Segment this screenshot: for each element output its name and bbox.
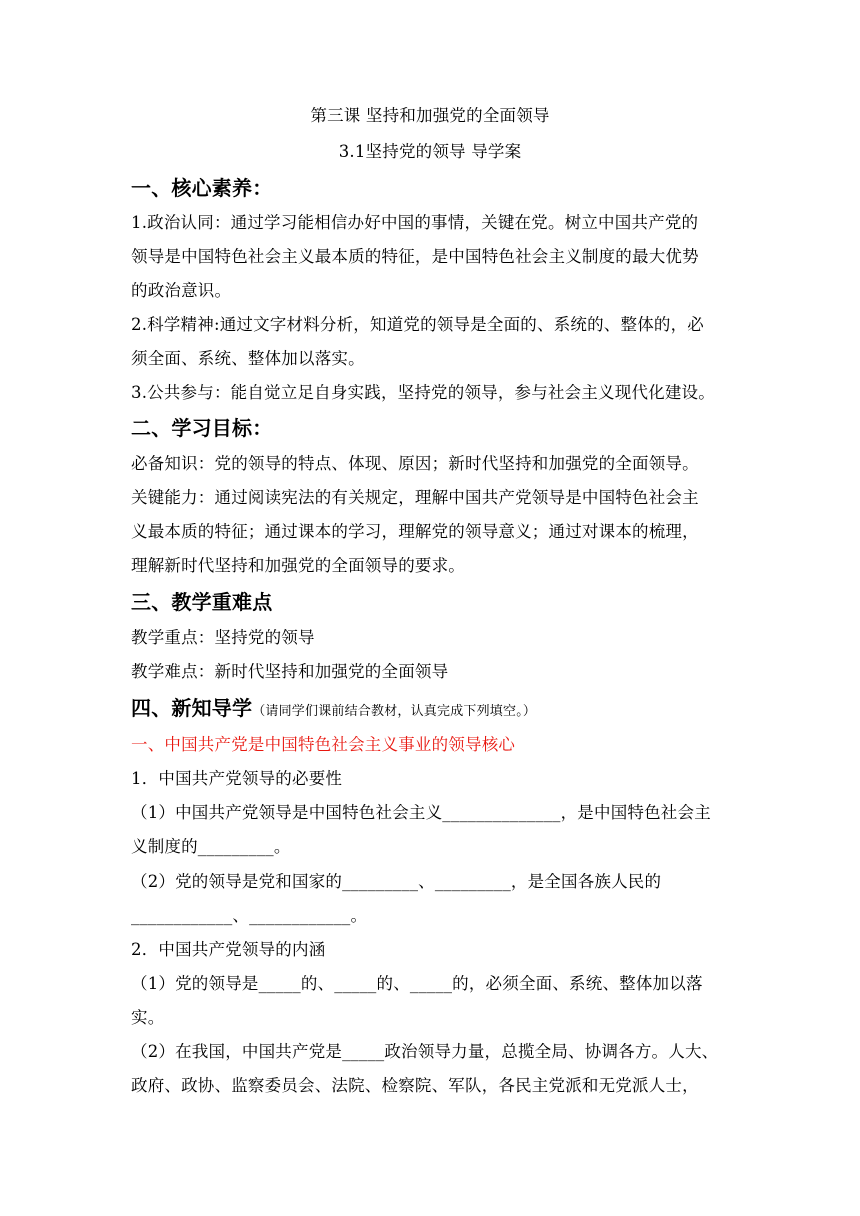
red-subheading: 一、中国共产党是中国特色社会主义事业的领导核心 xyxy=(131,735,516,754)
paragraph-line: 政府、政协、监察委员会、法院、检察院、军队，各民主党派和无党派人士， xyxy=(131,1076,699,1095)
paragraph-line: 1．中国共产党领导的必要性 xyxy=(131,769,343,788)
section-heading-core-literacy: 一、核心素养： xyxy=(131,176,273,200)
fill-in-line: ____________、____________。 xyxy=(131,906,368,925)
document-title: 第三课 坚持和加强党的全面领导 xyxy=(310,106,550,125)
paragraph-line: 关键能力：通过阅读宪法的有关规定，理解中国共产党领导是中国特色社会主 xyxy=(131,488,699,507)
section-heading-text: 四、新知导学 xyxy=(131,696,253,720)
paragraph-line: 必备知识：党的领导的特点、体现、原因；新时代坚持和加强党的全面领导。 xyxy=(131,454,699,473)
section-note: （请同学们课前结合教材，认真完成下列填空。） xyxy=(252,704,537,719)
paragraph-line: 须全面、系统、整体加以落实。 xyxy=(131,349,365,368)
paragraph-line: 3.公共参与：能自觉立足自身实践，坚持党的领导，参与社会主义现代化建设。 xyxy=(131,383,715,402)
paragraph-line: 教学重点：坚持党的领导 xyxy=(131,628,315,647)
paragraph-line: 义最本质的特征；通过课本的学习，理解党的领导意义；通过对课本的梳理， xyxy=(131,522,699,541)
fill-in-line: 义制度的_________。 xyxy=(131,837,291,856)
document-subtitle: 3.1坚持党的领导 导学案 xyxy=(338,142,522,161)
fill-in-line: （2）党的领导是党和国家的_________、_________，是全国各族人民的 xyxy=(131,872,662,891)
fill-in-line: （2）在我国，中国共产党是_____政治领导力量，总揽全局、协调各方。人大、 xyxy=(131,1042,719,1061)
section-heading-key-points: 三、教学重难点 xyxy=(131,590,273,614)
paragraph-line: 2.科学精神:通过文字材料分析，知道党的领导是全面的、系统的、整体的，必 xyxy=(131,315,705,334)
paragraph-line: 2．中国共产党领导的内涵 xyxy=(131,940,326,959)
paragraph-line: 理解新时代坚持和加强党的全面领导的要求。 xyxy=(131,556,465,575)
paragraph-line: 的政治意识。 xyxy=(131,281,232,300)
section-heading-new-knowledge xyxy=(131,695,741,725)
paragraph-line: 1.政治认同：通过学习能相信办好中国的事情，关键在党。树立中国共产党的 xyxy=(131,213,699,232)
paragraph-line: 实。 xyxy=(131,1008,165,1027)
paragraph-line: 领导是中国特色社会主义最本质的特征，是中国特色社会主义制度的最大优势 xyxy=(131,247,699,266)
paragraph-line: 教学难点：新时代坚持和加强党的全面领导 xyxy=(131,662,449,681)
fill-in-line: （1）中国共产党领导是中国特色社会主义______________，是中国特色社会主 xyxy=(131,803,711,822)
section-heading-learning-goals: 二、学习目标： xyxy=(131,416,273,440)
fill-in-line: （1）党的领导是_____的、_____的、_____的，必须全面、系统、整体加以落 xyxy=(131,974,703,993)
